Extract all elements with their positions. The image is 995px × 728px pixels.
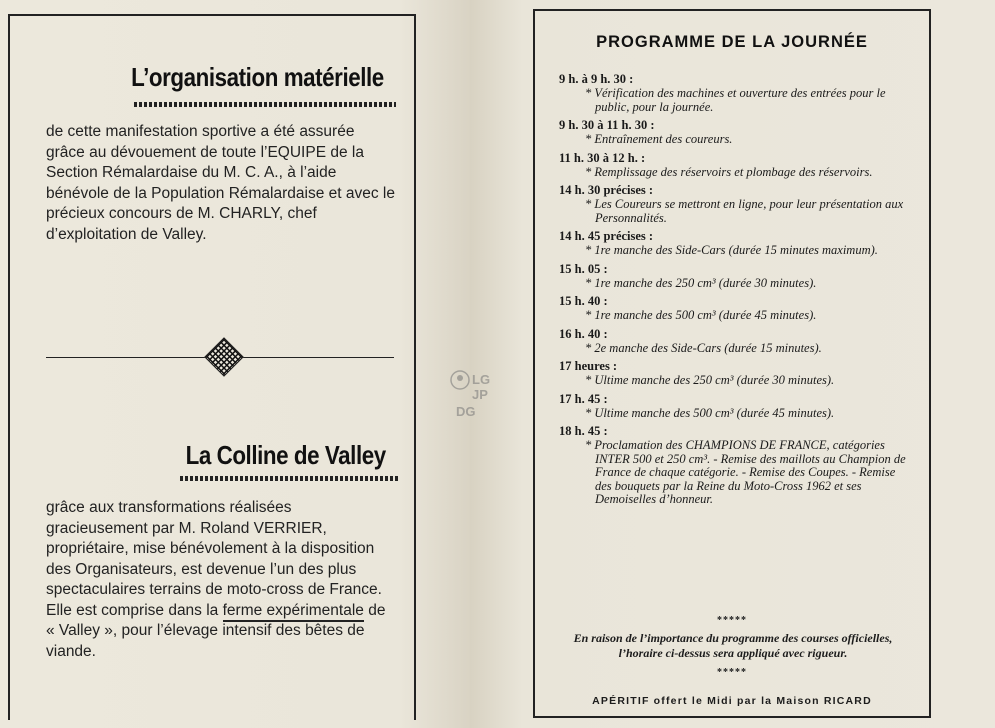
programme-description: * 1re manche des 500 cm³ (durée 45 minutes). [585, 308, 817, 322]
programme-description: * 1re manche des Side-Cars (durée 15 minutes maximum). [585, 243, 878, 257]
programme-time: 9 h. 30 à 11 h. 30 : [559, 118, 655, 132]
collector-stamp-icon [446, 366, 496, 426]
programme-item [559, 391, 911, 421]
programme-item [559, 182, 911, 225]
paragraph-organisation: de cette manifestation sportive a été assurée grâce au dévouement de toute l’EQUIPE de la Section Rémalardaise du M. C. A., à l’aide bénévole de la Population Rémalardaise et avec le précieux concours de M. CHARLY, chef d’exploitation de Valley. [46, 123, 395, 243]
paragraph-colline-end: de « Valley », pour l’élevage intensif des bêtes de viande. [46, 601, 386, 660]
stars-separator: ***** [717, 615, 747, 626]
programme-description: * Les Coureurs se mettront en ligne, pour leur présentation aux Personnalités. [585, 197, 904, 225]
left-page-frame [8, 14, 416, 720]
programme-item [559, 261, 911, 291]
paragraph-colline-start: grâce aux transformations réalisées gracieusement par M. Roland VERRIER, propriétaire, mise bénévolement à la disposition des Organisateurs, est devenue l’un des plus spectaculaires terrains de moto-cross de France. Elle est comprise dans la [46, 499, 382, 619]
stamp-text: DG [456, 404, 476, 419]
programme-time: 15 h. 40 : [559, 294, 608, 308]
underlined-phrase: ferme expérimentale [223, 602, 364, 622]
programme-description: * Remplissage des réservoirs et plombage des réservoirs. [585, 164, 873, 179]
programme-item [559, 423, 911, 507]
heading-organisation: L’organisation matérielle [131, 62, 384, 92]
programme-time: 17 heures : [559, 359, 618, 373]
programme-item [559, 117, 911, 147]
programme-description: * 1re manche des 250 cm³ (durée 30 minutes). [585, 275, 817, 290]
programme-time: 16 h. 40 : [559, 326, 608, 341]
programme-time: 18 h. 45 : [559, 424, 608, 438]
stars-separator: ***** [717, 667, 747, 678]
heading-ornament [180, 476, 398, 481]
programme-item [559, 71, 911, 114]
left-page [0, 0, 470, 728]
footer-aperitif: APÉRITIF offert le Midi par la Maison RICARD [592, 695, 872, 707]
programme-item [559, 150, 911, 180]
heading-colline: La Colline de Valley [185, 440, 386, 470]
programme-title: PROGRAMME DE LA JOURNÉE [596, 33, 868, 51]
programme-description: * Ultime manche des 500 cm³ (durée 45 minutes). [585, 405, 835, 420]
programme-frame [533, 9, 931, 718]
programme-description: * 2e manche des Side-Cars (durée 15 minutes). [585, 340, 822, 355]
schedule-note: En raison de l’importance du programme des courses officielles, l’horaire ci-dessus sera appliqué avec rigueur. [573, 631, 893, 660]
programme-time: 11 h. 30 à 12 h. : [559, 150, 646, 165]
stamp-text: JP [472, 387, 488, 402]
paragraph-colline [46, 498, 396, 662]
programme-item [559, 293, 911, 323]
diamond-ornament-icon [204, 337, 244, 377]
programme-description: * Ultime manche des 250 cm³ (durée 30 minutes). [585, 373, 835, 387]
programme-item [559, 358, 911, 388]
programme-time: 15 h. 05 : [559, 261, 608, 276]
programme-item [559, 228, 911, 258]
programme-time: 14 h. 30 précises : [559, 183, 654, 197]
heading-ornament [134, 102, 396, 107]
programme-time: 14 h. 45 précises : [559, 229, 654, 243]
programme-description: * Vérification des machines et ouverture des entrées pour le public, pour la journée. [585, 86, 886, 114]
programme-time: 9 h. à 9 h. 30 : [559, 72, 634, 86]
stamp-text: LG [472, 372, 491, 387]
programme-list [559, 71, 911, 510]
programme-description: * Proclamation des CHAMPIONS DE FRANCE, catégories INTER 500 et 250 cm³. - Remise des maillots au Champion de France de chaque catégorie. - Remise des Coupes. - Remise des bouquets par la Reine du Moto-Cross 1962 et ses Demoiselles d’honneur. [585, 438, 906, 506]
programme-description: * Entraînement des coureurs. [585, 132, 733, 146]
programme-time: 17 h. 45 : [559, 391, 608, 406]
programme-item [559, 326, 911, 356]
